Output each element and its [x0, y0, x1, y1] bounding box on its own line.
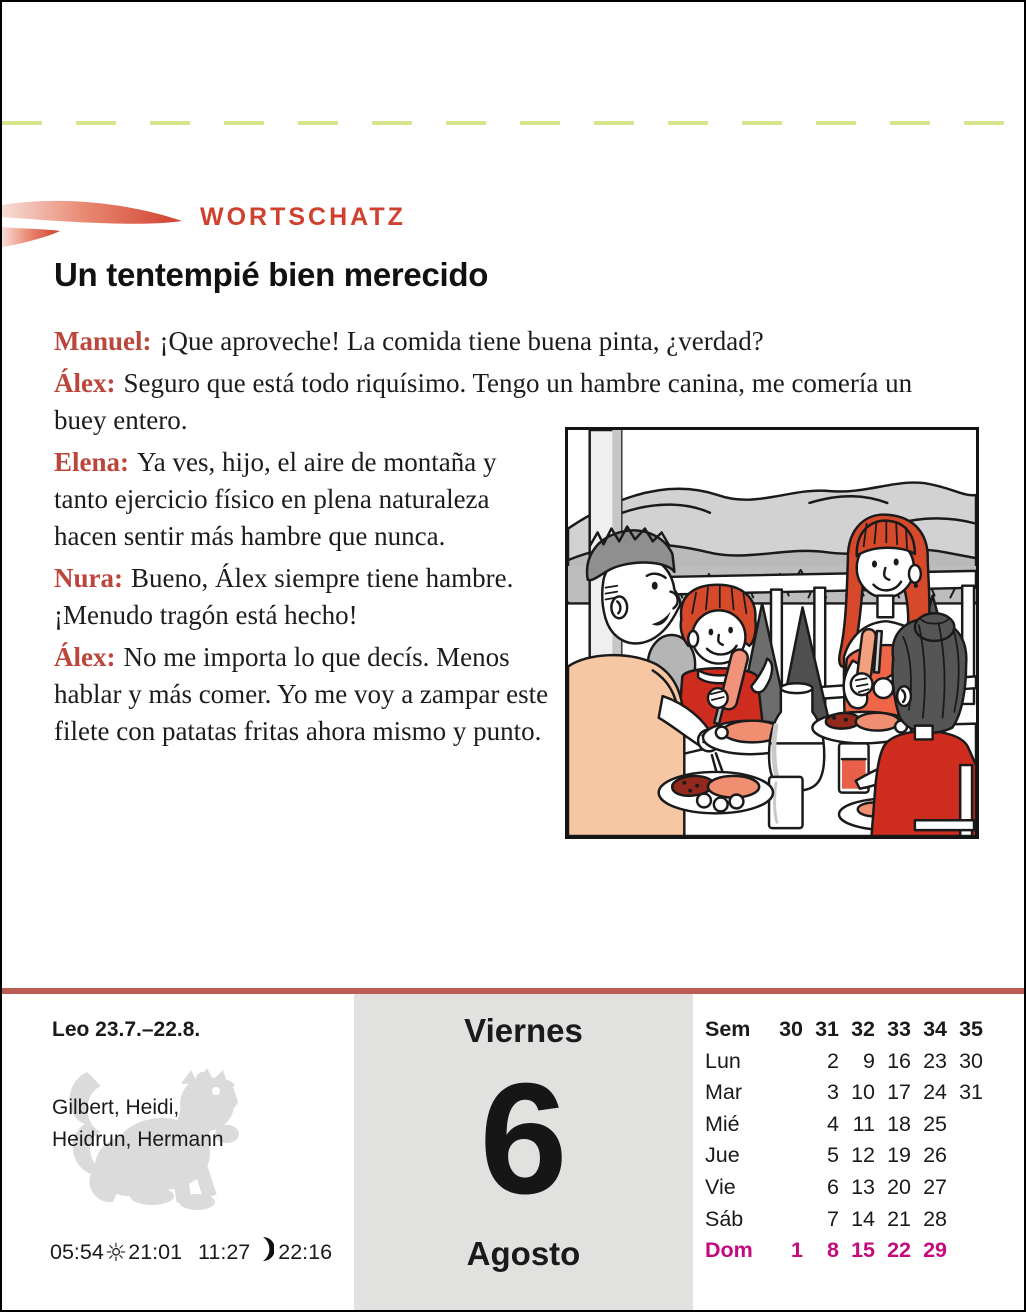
- date-cell-sunday: 22: [887, 1238, 911, 1263]
- date-cell: [767, 1172, 803, 1204]
- date-cell: 14: [851, 1206, 875, 1231]
- date-cell: 17: [887, 1080, 911, 1105]
- day-row-label: Mar: [705, 1080, 743, 1105]
- date-cell: 11: [852, 1111, 875, 1136]
- page-title: Un tentempié bien merecido: [54, 256, 489, 293]
- day-row-label-sunday: Dom: [705, 1238, 753, 1263]
- name-days: [52, 1092, 224, 1156]
- date-cell: 28: [923, 1206, 947, 1231]
- month-label: Agosto: [466, 1235, 581, 1272]
- section-label: WORTSCHATZ: [200, 203, 406, 231]
- dialogue-line: [54, 323, 939, 360]
- date-cell: 3: [827, 1080, 839, 1105]
- speaker-name: Álex:: [54, 642, 116, 672]
- date-cell: [767, 1046, 803, 1078]
- date-cell: [767, 1140, 803, 1172]
- week-number: 34: [923, 1017, 947, 1041]
- week-number: 33: [887, 1017, 911, 1041]
- week-number: 32: [851, 1017, 875, 1041]
- moonset-time: 22:16: [278, 1239, 333, 1264]
- name-days-line2: Heidrun, Hermann: [52, 1128, 224, 1151]
- sunrise-time: 05:54: [50, 1239, 104, 1264]
- sun-icon: ☼: [104, 1237, 128, 1267]
- date-cell: 25: [923, 1111, 947, 1136]
- date-cell-sunday: 29: [923, 1238, 947, 1263]
- month-table: [705, 1014, 983, 1267]
- speaker-name: Nura:: [54, 563, 123, 593]
- date-cell: [947, 1204, 983, 1236]
- speaker-name: Elena:: [54, 447, 130, 477]
- date-cell: 26: [923, 1143, 947, 1168]
- week-number: 31: [815, 1017, 839, 1041]
- date-cell: [947, 1109, 983, 1141]
- weekday-label: Viernes: [464, 1012, 583, 1049]
- dialogue-line: [54, 560, 556, 634]
- date-cell: 7: [827, 1206, 839, 1231]
- date-cell: 21: [887, 1206, 911, 1231]
- date-cell: 20: [887, 1174, 911, 1199]
- date-cell: 10: [851, 1080, 875, 1105]
- speech-text: Bueno, Álex siempre tiene hambre. ¡Menudo tragón está hecho!: [54, 563, 514, 630]
- day-row-label: Vie: [705, 1174, 736, 1199]
- date-cell: 12: [851, 1143, 875, 1168]
- date-cell: 19: [887, 1143, 911, 1168]
- speaker-name: Álex:: [54, 368, 116, 398]
- date-cell: 24: [923, 1080, 947, 1105]
- swoosh-icon: [2, 194, 202, 256]
- date-cell: [947, 1172, 983, 1204]
- speech-text: Seguro que está todo riquísimo. Tengo un hambre canina, me comería un buey entero.: [54, 368, 913, 435]
- date-cell: [947, 1140, 983, 1172]
- date-cell-sunday: 8: [827, 1238, 839, 1263]
- moonrise-time: 11:27: [198, 1239, 251, 1264]
- date-cell: 16: [887, 1048, 911, 1073]
- table-header-week: Sem: [705, 1017, 751, 1041]
- perforation-dashed-line: [2, 121, 1024, 125]
- date-cell: [767, 1109, 803, 1141]
- date-cell: 27: [923, 1174, 947, 1199]
- zodiac-panel: [2, 994, 354, 1310]
- date-cell: 4: [827, 1111, 839, 1136]
- sunset-time: 21:01: [128, 1239, 183, 1264]
- date-cell: 2: [827, 1048, 839, 1073]
- day-row-label: Sáb: [705, 1206, 744, 1231]
- day-row-label: Jue: [705, 1143, 740, 1168]
- speech-text: ¡Que aproveche! La comida tiene buena pinta, ¿verdad?: [159, 326, 764, 356]
- day-number: 6: [479, 1051, 568, 1227]
- moon-icon: [254, 1236, 274, 1268]
- day-row-label: Mié: [705, 1111, 740, 1136]
- week-number: 35: [959, 1017, 983, 1041]
- speech-text: No me importa lo que decís. Menos hablar y más comer. Yo me voy a zampar este filete con patatas fritas ahora mismo y punto.: [54, 642, 549, 746]
- calendar-footer: [2, 994, 1024, 1310]
- date-cell: 30: [959, 1048, 983, 1073]
- date-cell-sunday: 1: [791, 1238, 803, 1263]
- day-row-label: Lun: [705, 1048, 741, 1073]
- dialogue-line: [54, 444, 556, 555]
- week-number: 30: [779, 1017, 803, 1041]
- speech-text: Ya ves, hijo, el aire de montaña y tanto ejercicio físico en plena naturaleza hacen sentir más hambre que nunca.: [54, 447, 497, 551]
- sun-moon-times: [50, 1236, 332, 1268]
- date-cell: 23: [923, 1048, 947, 1073]
- date-cell: 13: [851, 1174, 875, 1199]
- date-panel: [354, 994, 693, 1310]
- month-overview-panel: [693, 994, 1024, 1310]
- date-cell: [767, 1204, 803, 1236]
- speaker-name: Manuel:: [54, 326, 152, 356]
- dialogue-line: [54, 639, 556, 750]
- family-dinner-illustration: [565, 427, 979, 839]
- date-cell-sunday: [947, 1235, 983, 1267]
- date-cell: [767, 1077, 803, 1109]
- date-cell-sunday: 15: [851, 1238, 875, 1263]
- date-cell: 6: [827, 1174, 839, 1199]
- name-days-line1: Gilbert, Heidi,: [52, 1096, 180, 1119]
- date-cell: 9: [863, 1048, 875, 1073]
- date-cell: 5: [827, 1143, 839, 1168]
- date-cell: 18: [887, 1111, 911, 1136]
- zodiac-label: Leo 23.7.–22.8.: [52, 1018, 201, 1041]
- date-cell: 31: [959, 1080, 983, 1105]
